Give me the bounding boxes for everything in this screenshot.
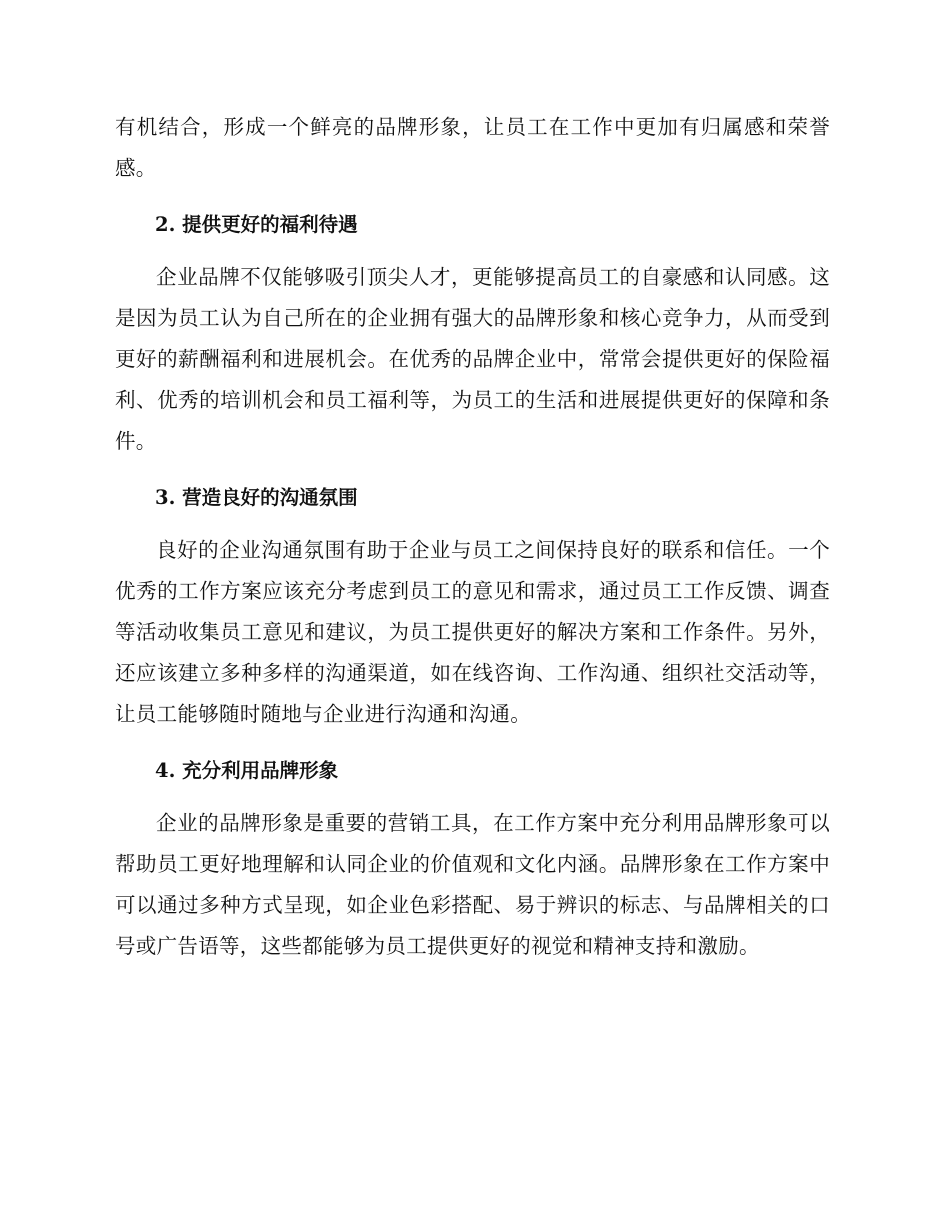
section-body-communication: 良好的企业沟通氛围有助于企业与员工之间保持良好的联系和信任。一个优秀的工作方案应该充分考虑到员工的意见和需求，通过员工工作反馈、调查等活动收集员工意见和建议，为员工提供更好的解决方案和工作条件。另外，还应该建立多种多样的沟通渠道，如在线咨询、工作沟通、组织社交活动等，让员工能够随时随地与企业进行沟通和沟通。 bbox=[115, 538, 830, 726]
section-heading-brand-image: 4. 充分利用品牌形象 bbox=[155, 759, 339, 782]
section-body-brand-image: 企业的品牌形象是重要的营销工具，在工作方案中充分利用品牌形象可以帮助员工更好地理解和认同企业的价值观和文化内涵。品牌形象在工作方案中可以通过多种方式呈现，如企业色彩搭配、易于辨识的标志、与品牌相关的口号或广告语等，这些都能够为员工提供更好的视觉和精神支持和激励。 bbox=[115, 811, 830, 958]
section-heading-benefits: 2. 提供更好的福利待遇 bbox=[155, 213, 358, 236]
intro-paragraph: 有机结合，形成一个鲜亮的品牌形象，让员工在工作中更加有归属感和荣誉感。 bbox=[115, 115, 830, 180]
section-heading-communication: 3. 营造良好的沟通氛围 bbox=[155, 486, 358, 509]
document-body bbox=[115, 107, 830, 967]
section-body-benefits: 企业品牌不仅能够吸引顶尖人才，更能够提高员工的自豪感和认同感。这是因为员工认为自己所在的企业拥有强大的品牌形象和核心竞争力，从而受到更好的薪酬福利和进展机会。在优秀的品牌企业中，常常会提供更好的保险福利、优秀的培训机会和员工福利等，为员工的生活和进展提供更好的保障和条件。 bbox=[115, 265, 830, 453]
